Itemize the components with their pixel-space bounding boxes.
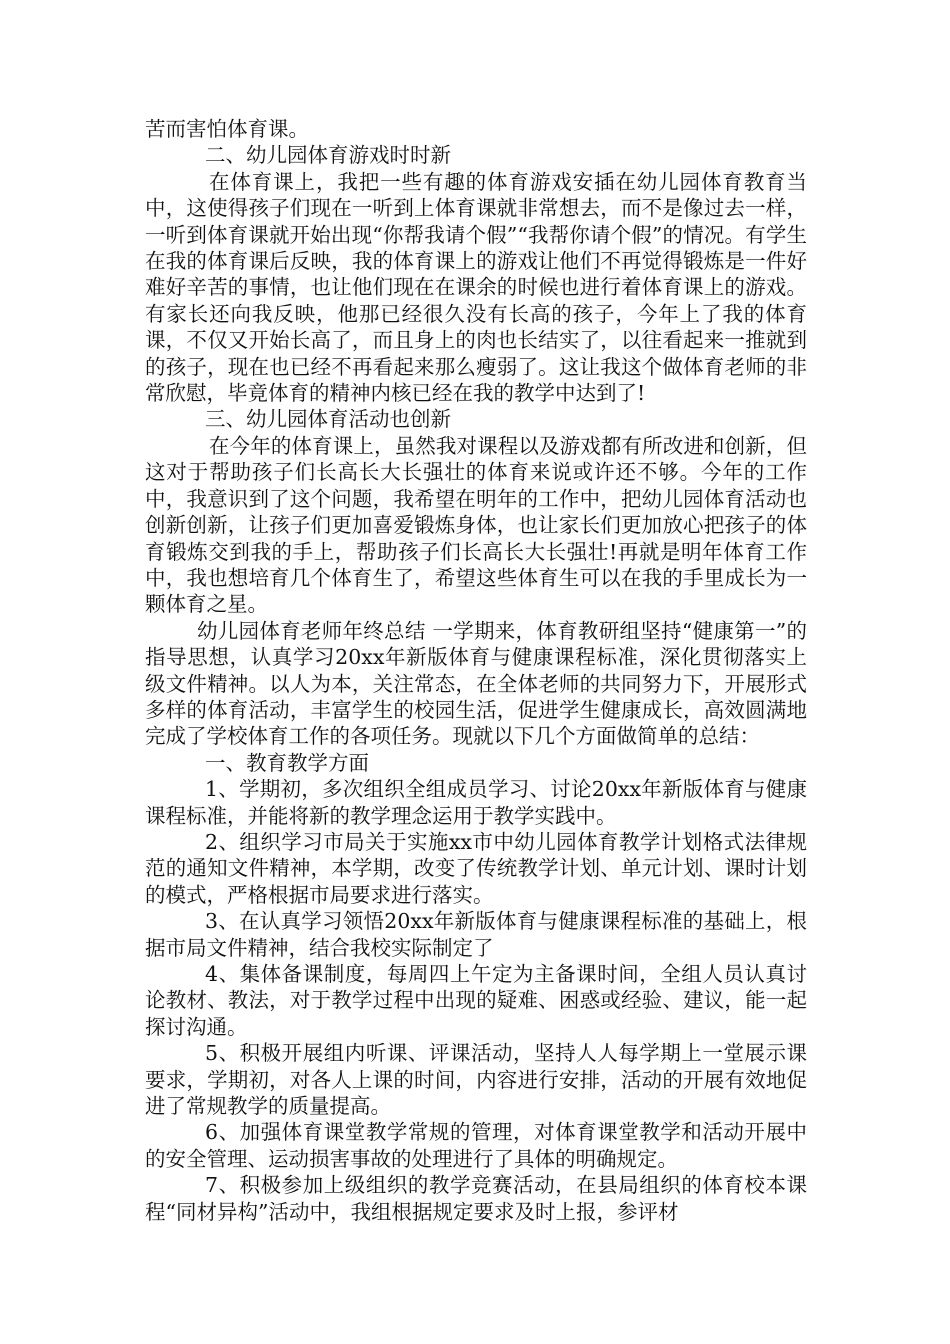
paragraph-summary-intro: 幼儿园体育老师年终总结 一学期来，体育教研组坚持“健康第一”的指导思想，认真学习20xx年新版体育与健康课程标准，深化贯彻落实上级文件精神。以人为本，关注常态，在全体老师的共同努力下，开展形式多样的体育活动，丰富学生的校园生活，促进学生健康成长，高效圆满地完成了学校体育工作的各项任务。现就以下几个方面做简单的总结： [145,618,807,749]
paragraph-continuation: 苦而害怕体育课。 [145,117,309,141]
list-item-1: 1、学期初，多次组织全组成员学习、讨论20xx年新版体育与健康课程标准，并能将新的教学理念运用于教学实践中。 [145,777,807,828]
document-body [145,116,807,1225]
list-item-4: 4、集体备课制度，每周四上午定为主备课时间，全组人员认真讨论教材、教法，对于教学过程中出现的疑难、困惑或经验、建议，能一起探讨沟通。 [145,962,807,1039]
list-item-7: 7、积极参加上级组织的教学竞赛活动，在县局组织的体育校本课程“同材异构”活动中，我组根据规定要求及时上报，参评材 [145,1173,807,1224]
list-item-2: 2、组织学习市局关于实施xx市中幼儿园体育教学计划格式法律规范的通知文件精神，本学期，改变了传统教学计划、单元计划、课时计划的模式，严格根据市局要求进行落实。 [145,829,807,907]
paragraph-activities: 在今年的体育课上，虽然我对课程以及游戏都有所改进和创新，但这对于帮助孩子们长高长大长强壮的体育来说或许还不够。今年的工作中，我意识到了这个问题，我希望在明年的工作中，把幼儿园体育活动也创新创新，让孩子们更加喜爱锻炼身体，也让家长们更加放心把孩子的体育锻炼交到我的手上，帮助孩子们长高长大长强壮!再就是明年体育工作中，我也想培育几个体育生了，希望这些体育生可以在我的手里成长为一颗体育之星。 [145,433,807,617]
list-item-5: 5、积极开展组内听课、评课活动，坚持人人每学期上一堂展示课要求，学期初，对各人上课的时间，内容进行安排，活动的开展有效地促进了常规教学的质量提高。 [145,1041,807,1119]
list-item-3: 3、在认真学习领悟20xx年新版体育与健康课程标准的基础上，根据市局文件精神，结合我校实际制定了 [145,909,807,960]
section-heading-2: 二、幼儿园体育游戏时时新 [205,143,451,168]
section-heading-1: 一、教育教学方面 [205,750,369,775]
list-item-6: 6、加强体育课堂教学常规的管理，对体育课堂教学和活动开展中的安全管理、运动损害事故的处理进行了具体的明确规定。 [145,1120,807,1171]
paragraph-games: 在体育课上，我把一些有趣的体育游戏安插在幼儿园体育教育当中，这使得孩子们现在一听到上体育课就非常想去，而不是像过去一样，一听到体育课就开始出现“你帮我请个假”“我帮你请个假”的情况。有学生在我的体育课后反映，我的体育课上的游戏让他们不再觉得锻炼是一件好难好辛苦的事情，也让他们现在在课余的时候也进行着体育课上的游戏。有家长还向我反映，他那已经很久没有长高的孩子，今年上了我的体育课，不仅又开始长高了，而且身上的肉也长结实了，以往看起来一推就到的孩子，现在也已经不再看起来那么瘦弱了。这让我这个做体育老师的非常欣慰，毕竟体育的精神内核已经在我的教学中达到了! [145,169,807,406]
section-heading-3: 三、幼儿园体育活动也创新 [205,407,451,432]
